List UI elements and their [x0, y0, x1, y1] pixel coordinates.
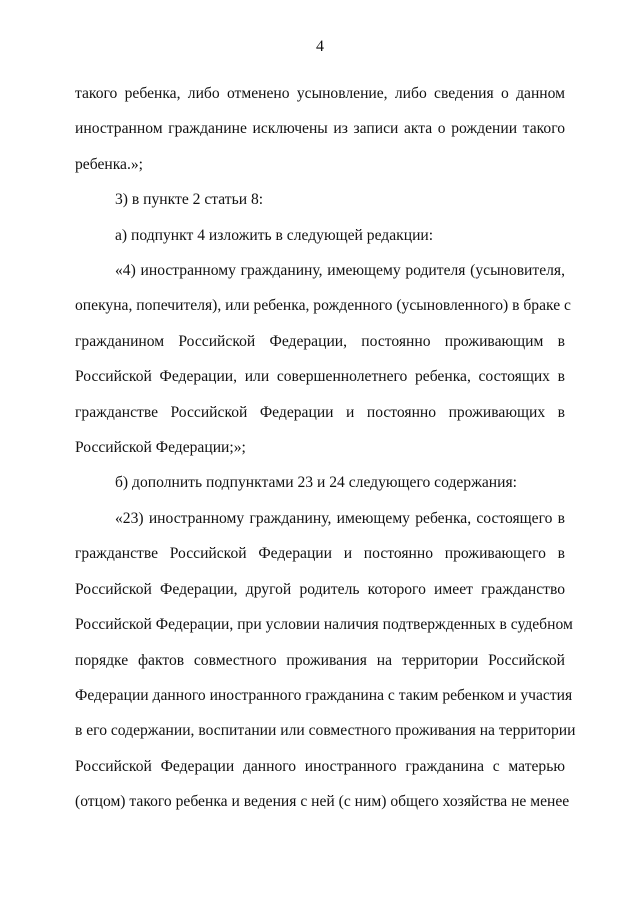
text-line: Российской Федерации, при условии наличия подтвержденных в судебном [75, 616, 573, 634]
paragraph [75, 218, 565, 253]
text-line: «23) иностранному гражданину, имеющему ребенка, состоящего в [115, 509, 565, 527]
text-line: (отцом) такого ребенка и ведения с ней (с ним) общего хозяйства не менее [75, 793, 570, 811]
text-line: в его содержании, воспитании или совместного проживания на территории [75, 722, 576, 740]
text-line: гражданстве Российской Федерации и постоянно проживающих в [75, 403, 565, 421]
text-line: опекуна, попечителя), или ребенка, рожденного (усыновленного) в браке с [75, 297, 571, 315]
text-line: гражданином Российской Федерации, постоянно проживающим в [75, 332, 565, 350]
text-line: иностранном гражданине исключены из записи акта о рождении такого [75, 120, 565, 138]
text-line: Российской Федерации, другой родитель которого имеет гражданство [75, 580, 565, 598]
text-line: Российской Федерации;»; [75, 439, 246, 457]
text-line: порядке фактов совместного проживания на территории Российской [75, 651, 565, 669]
text-line: б) дополнить подпунктами 23 и 24 следующего содержания: [115, 474, 517, 492]
paragraph [75, 253, 571, 465]
text-line: Российской Федерации, или совершеннолетнего ребенка, состоящих в [75, 368, 565, 386]
text-line: Российской Федерации данного иностранного гражданина с матерью [75, 757, 565, 775]
text-line: такого ребенка, либо отменено усыновление, либо сведения о данном [75, 85, 565, 102]
paragraph [75, 76, 565, 182]
text-line: 3) в пункте 2 статьи 8: [115, 191, 264, 209]
paragraph [75, 465, 565, 500]
document-body [75, 76, 576, 820]
text-line: гражданстве Российской Федерации и постоянно проживающего в [75, 545, 565, 563]
paragraph [75, 182, 565, 217]
text-line: Федерации данного иностранного гражданина с таким ребенком и участия [75, 686, 573, 704]
text-line: а) подпункт 4 изложить в следующей редакции: [115, 226, 434, 244]
paragraph [75, 501, 576, 820]
text-line: «4) иностранному гражданину, имеющему родителя (усыновителя, [115, 262, 565, 280]
text-line: ребенка.»; [75, 155, 144, 173]
page-number: 4 [316, 38, 324, 55]
